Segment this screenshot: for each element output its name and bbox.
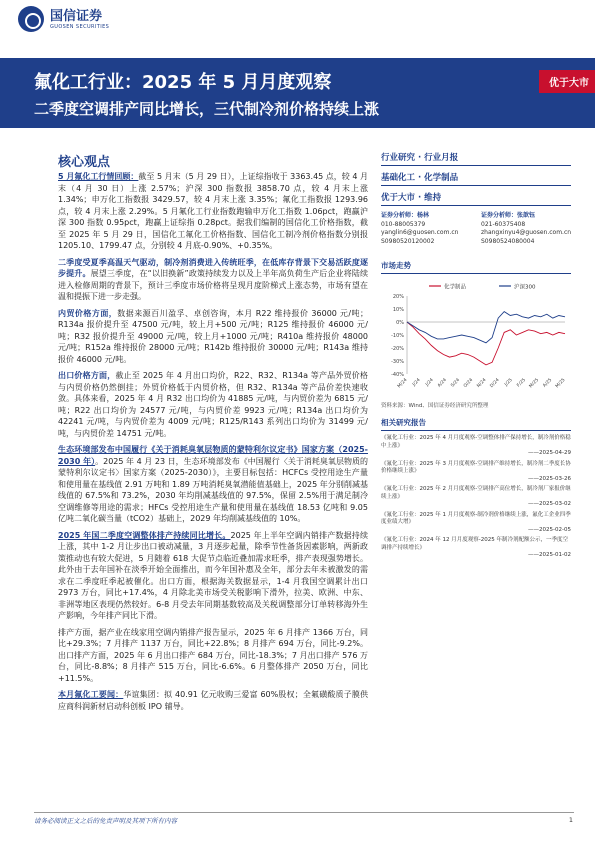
disclaimer-link[interactable]: 请务必阅读正文之后的免责声明及其项下所有内容 [34,817,177,825]
report-rating: 优于大市 · 维持 [381,193,442,203]
title-banner [0,58,595,128]
analyst-email[interactable]: yanglin6@guosen.com.cn [381,229,459,236]
analyst-cert: S0980520120002 [381,237,435,245]
related-report-date: ——2025-03-02 [528,501,571,507]
y-tick-label: -40% [391,372,404,378]
paragraph-lead: 5 月氟化工行情回顾： [58,172,139,181]
analyst-name: 证券分析师：张歆钰 [481,212,536,219]
report-sector: 基础化工 · 化学制品 [381,173,459,183]
related-report-item[interactable] [381,537,571,560]
market-trend-chart [381,278,571,398]
paragraph-lead: 2025 年国二季度空调整体排产持续同比增长。 [58,530,231,540]
paragraph-lead: 生态环境部发布中国履行《关于消耗臭氧层物质的蒙特利尔议定书》国家方案（2025-2030 年） [58,445,368,466]
y-tick-label: 0% [396,320,404,326]
x-tick-label: N/24 [476,377,488,389]
paragraph-lead: 内贸价格方面， [58,308,118,318]
series-line [407,322,565,365]
x-tick-label: M/25 [528,377,541,390]
related-report-date: ——2025-03-26 [528,475,571,482]
side-panel [381,151,571,563]
body-paragraph [58,689,368,712]
chart-header: 市场走势 [381,260,571,274]
related-report-item[interactable] [381,512,571,535]
series-line [407,312,565,343]
paragraph-text: 2025 年上半年空调内销排产数据持续上涨，其中 1-2 月让步出口被动减量，3 月逐步起量，除季节性备货因素影响，两新政策推动也有较大促进，5 月随着 618 大促节点临近叠加需求旺季，排产表现强势增长。此外由于去年国补在淡季开始全面推出，而今年国补惠及全年，部分去年未被激发的需求在二季度旺季起被催化。出口方面，根据海关数据显示，1-4 月我国空调累计出口 2973 万台，同比+17.4%，4 月除北美市场受关税影响下滑外，拉美、欧洲、中东、非洲等地区表现仍然较好。6-8 月受去年同期基数较高及关税调整部分订单转移海外生产影响，今年排产同比下滑。 [58,530,368,620]
analyst-phone: 021-60375408 [481,220,526,228]
report-category: 行业研究 · 行业月报 [381,153,459,163]
report-title: 氟化工行业：2025 年 5 月月度观察 [34,72,332,93]
chart-source: 资料来源：Wind、国信证券经济研究所整理 [381,403,489,409]
body-paragraph [58,530,368,622]
x-tick-label: O/24 [463,377,475,390]
related-report-title: 《氟化工行业：2025 年 2 月月度观察-空调排产高位增长，制冷剂厂家报价继续上涨》 [381,486,571,500]
paragraph-text: 截止至 2025 年 4 月出口均价，R22、R32、R134a 等产品外贸价格与内贸价格仍然倒挂；外贸价格低于内贸价格，但 R32、R134a 等产品价差快速收敛。具体来看，2025 年 4 月 R32 出口均价为 41885 元/吨，与内贸价差为 6815 元/吨；R22 出口均价为 24577 元/吨，与内贸价差 9923 元/吨；R134a 出口均价为 42241 元/吨，与内贸价差为 4009 元/吨；R125/R143 系列出口均价为 31499 元/吨，与内贸价差 14751 元/吨。 [58,371,368,438]
y-tick-label: 10% [392,307,404,313]
y-tick-label: 20% [392,294,404,300]
x-tick-label: A/24 [437,377,448,389]
paragraph-text: 截至 5 月末（5 月 29 日），上证综指收于 3363.45 点，较 4 月末（4 月 30 日）上涨 2.57%；沪深 300 指数报 3858.70 点，较 4 月末上涨 1.34%；申万化工指数报 3429.57，较 4 月末上涨 3.35%；氟化工指数报 1293.96 点，较 4 月末上涨 2.29%。5 月氟化工行业指数跑输申万化工指数 1.06pct，跑赢沪深 300 指数 0.95pct，跑赢上证综指 0.28pct。据我们编制的国信化工价格指数，截至 2025 年 5 月 29 日，国信化工氟化工价格指数、国信化工制冷剂价格指数分别报 1205.10、1799.47 点，分别较 4 月底-0.90%、+0.35%。 [58,172,368,250]
body-paragraph [58,627,368,685]
related-report-item[interactable] [381,486,571,509]
company-logo [18,6,109,32]
analyst-card [381,212,471,246]
logo-mark-icon [18,6,44,32]
x-tick-label: M/24 [397,377,409,390]
body-paragraph [58,370,368,439]
body-paragraph [58,444,368,525]
y-tick-label: -20% [391,346,404,352]
related-report-title: 《氟化工行业：2025 年 1 月月度观察-制冷剂价格继续上涨，氟化工企业四季度业绩大增》 [381,511,571,525]
divider [381,165,571,166]
legend-label: 沪深300 [514,284,536,291]
paragraph-text: 。2025 年 4 月 23 日，生态环境部发布《中国履行〈关于消耗臭氧层物质的蒙特利尔议定书〉国家方案（2025-2030）》，主要目标包括：HCFCs 受控用途生产量和使用量在基线值 2.91 万吨和 1.89 万吨消耗臭氧潜能值基础上，2025 年分别削减基线值的 67.5%和 73.2%，2030 年均削减基线值的 97.5%，保留 2.5%用于满足制冷空调维修等用途的需求；HFCs 受控用途生产量和使用量在基线值 18.53 亿吨和 9.05 亿吨二氧化碳当量（tCO2）基础上，2029 年均削减基线值的 10%。 [58,456,368,523]
analyst-cert: S0980524080004 [481,237,535,245]
paragraph-lead: 出口价格方面， [58,371,116,380]
analyst-phone: 010-88005379 [381,220,426,228]
report-subtitle: 二季度空调排产同比增长，三代制冷剂价格持续上涨 [34,100,380,118]
divider [381,185,571,186]
x-tick-label: J/24 [411,377,422,388]
paragraph-text: 华谊集团：拟 40.91 亿元收购三爱富 60%股权；全氟磺酸质子膜供应商科润新材启动科创板 IPO 辅导。 [58,690,369,711]
related-report-item[interactable] [381,461,571,484]
y-tick-label: -10% [391,333,404,339]
related-report-title: 《氟化工行业：2024 年 12 月月度观察-2025 年制冷剂配额公示，一季度空调排产持续增长》 [381,537,568,551]
x-tick-label: A/25 [542,377,554,389]
paragraph-text: 展望三季度，在“以旧换新”政策持续发力以及上半年高负荷生产后企业将陆续进入检修周期的背景下，预计三季度市场价格将呈现月度阶梯式上涨态势，市场有望在温和提振下进一步走强。 [58,269,368,301]
paragraph-lead: 二季度受夏季高温天气驱动，制冷剂消费进入传统旺季，在低库存背景下交易活跃度逐步提升。 [58,257,368,278]
related-report-date: ——2025-01-02 [528,552,571,558]
x-tick-label: S/24 [450,377,462,389]
body-paragraph [58,171,368,252]
related-report-date: ——2025-04-29 [528,450,571,456]
related-reports-header: 相关研究报告 [381,417,571,431]
body-paragraph [58,257,368,303]
page-number: 1 [568,816,573,824]
logo-text-en: GUOSEN SECURITIES [50,23,110,30]
chart-svg [381,278,571,398]
section-title-core-views: 核心观点 [58,155,111,170]
x-tick-label: D/24 [489,377,501,389]
y-tick-label: -30% [391,359,404,365]
legend-label: 化学制品 [444,284,467,291]
related-report-date: ——2025-02-05 [528,526,571,533]
rating-badge: 优于大市 [539,70,595,93]
logo-text-cn: 国信证券 [50,8,103,24]
related-report-item[interactable] [381,435,571,458]
analyst-name: 证券分析师：杨林 [381,212,430,219]
x-tick-label: M/25 [555,377,567,390]
paragraph-text: 数据来源百川盈孚、卓创咨询，本月 R22 维持报价 36000 元/吨；R134a 报价提升至 47500 元/吨，较上月+500 元/吨；R125 维持报价 46000 元/吨；R32 报价提升至 49000 元/吨，较上月+1000 元/吨；R410a 维持报价 48000 元/吨；R152a 维持报价 28000 元/吨；R142b 维持报价 30000 元/吨；R143a 维持报价 46000 元/吨。 [58,308,368,364]
analyst-info [381,212,571,246]
related-report-title: 《氟化工行业：2025 年 3 月月度观察-空调排产维持增长，制冷剂二季度长协价格继续上涨》 [381,460,571,474]
body-paragraph [58,308,368,366]
analyst-card [481,212,571,246]
analyst-email[interactable]: zhangxinyu4@guosen.com.cn [481,229,572,236]
related-reports-list [381,435,571,560]
main-body [58,171,368,717]
x-tick-label: J/25 [504,377,514,388]
related-report-title: 《氟化工行业：2025 年 4 月月度观察-空调整体排产保持增长，制冷剂价格稳中上涨》 [381,435,571,449]
divider [381,205,571,206]
footer-divider [34,812,574,813]
paragraph-lead: 本月氟化工要闻： [58,690,124,699]
x-tick-label: F/25 [516,377,527,389]
paragraph-text: 排产方面，据产业在线家用空调内销排产报告显示，2025 年 6 月排产 1366 万台，同比+29.3%；7 月排产 1137 万台，同比+22.8%；8 月排产 694 万台，同比-9.2%。出口排产方面，2025 年 6 月出口排产 684 万台，同比-18.3%；7 月出口排产 576 万台，同比-8.8%；8 月排产 515 万台，同比-6.6%。6 月整体排产 2050 万台，同比+11.5%。 [58,627,368,683]
x-tick-label: J/24 [425,377,435,388]
